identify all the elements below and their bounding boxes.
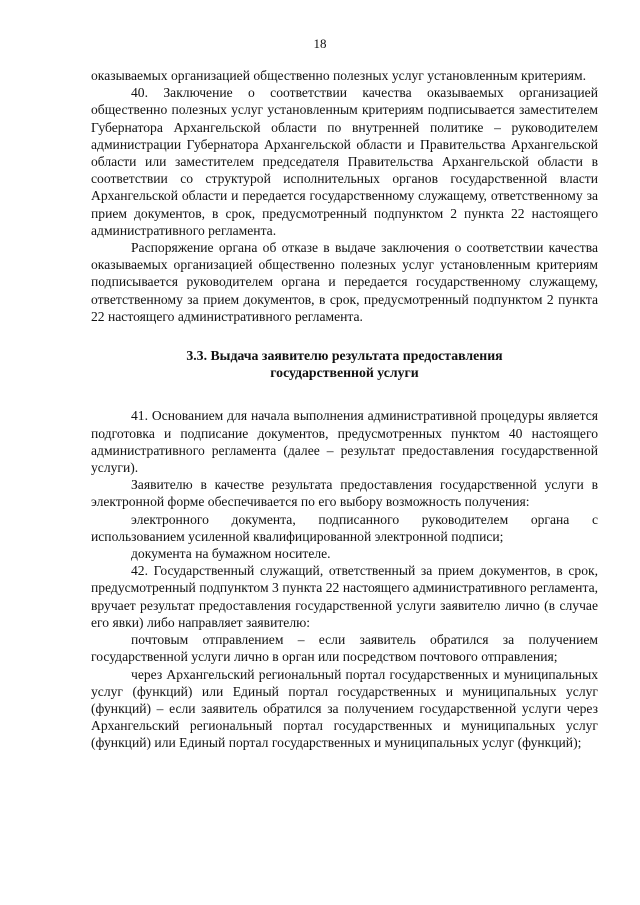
- paragraph-electronic-document: электронного документа, подписанного руководителем органа с использованием усиленной квалифицированной электронной подписи;: [91, 511, 598, 544]
- section-heading-line-2: государственной услуги: [270, 365, 419, 381]
- paragraph-item-41: 41. Основанием для начала выполнения административной процедуры является подготовка и подписание документов, предусмотренных пунктом 40 настоящего административного регламента (далее – результат предоставления государственной услуги).: [91, 408, 598, 476]
- paragraph-portal-delivery: через Архангельский региональный портал государственных и муниципальных услуг (функций) или Единый портал государственных и муниципальных услуг (функций) – если заявитель обратился за получением государственной услуги через Архангельский региональный портал государственных и муниципальных услуг (функций) или Единый портал государственных и муниципальных услуг (функций);: [91, 666, 598, 751]
- paragraph-item-40: 40. Заключение о соответствии качества оказываемых организацией общественно полезных услуг установленным критериям подписывается заместителем Губернатора Архангельской области по внутренней политике – руководителем администрации Губернатора Архангельской области и Правительства Архангельской области или заместителем председателя Правительства Архангельской области в соответствии со структурой исполнительных органов государственной власти Архангельской области и передается государственному служащему, ответственному за прием документов, в срок, предусмотренный подпунктом 2 пункта 22 настоящего административного регламента.: [91, 85, 598, 238]
- document-body: [91, 67, 598, 752]
- paragraph-postal-delivery: почтовым отправлением – если заявитель обратился за получением государственной услуги лично в орган или посредством почтового отправления;: [91, 632, 598, 665]
- paragraph-refusal-order: Распоряжение органа об отказе в выдаче заключения о соответствии качества оказываемых организацией общественно полезных услуг установленным критериям подписывается руководителем органа и передается государственному служащему, ответственному за прием документов, в срок, предусмотренный подпунктом 2 пункта 22 настоящего административного регламента.: [91, 240, 598, 324]
- section-heading: [91, 347, 598, 381]
- section-heading-line-1: 3.3. Выдача заявителю результата предоставления: [186, 348, 503, 364]
- paragraph-paper-document: документа на бумажном носителе.: [131, 546, 331, 562]
- paragraph-electronic-result: Заявителю в качестве результата предоставления государственной услуги в электронной форме обеспечивается по его выбору возможность получения:: [91, 477, 598, 510]
- page-number: 18: [313, 36, 327, 51]
- paragraph-item-42: 42. Государственный служащий, ответственный за прием документов, в срок, предусмотренный подпунктом 3 пункта 22 настоящего административного регламента, вручает результат предоставления государственной услуги заявителю лично (в случае его явки) либо направляет заявителю:: [91, 563, 598, 630]
- paragraph-continuation: оказываемых организацией общественно полезных услуг установленным критериям.: [91, 68, 587, 83]
